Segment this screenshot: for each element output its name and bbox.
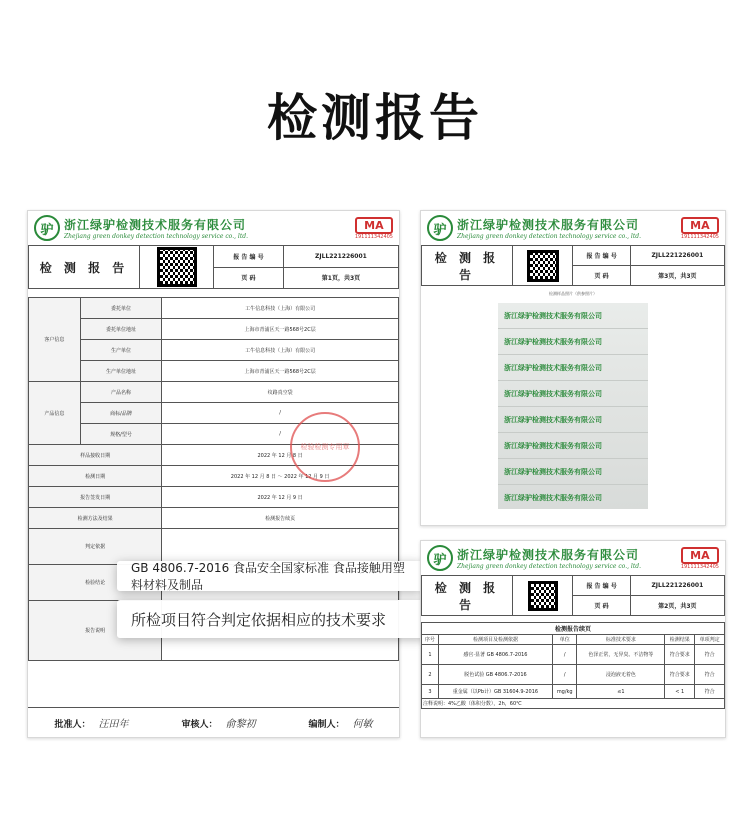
report-page-2: 驴 浙江绿驴检测技术服务有限公司 Zhejiang green donkey detection technology service co., ltd. MA 191111342405 检 测 报 告 报 告 编 号 ZJLL221226001 页 码 第2页，共3页 检测报告续页 序号 检测项目及检测依据 单位 标准技术要求 检测结果 单项判定 1 感官·显著 GB 4806.7-2016 / 色泽正常，无异臭、不洁物等 符合要求 符合 2 脱色试验 GB 4806.7-2016 / 浸泡液无着色 符合要求 符合 3 重金属（以Pb计）GB 31604.9-2016 mg/kg ≤1 < 1 符合 注释说明：4%乙酸（体积分数），2h，60℃ (420, 540, 726, 738)
report-number: ZJLL221226001 (283, 246, 398, 268)
conclusion-callout: 所检项目符合判定依据相应的技术要求 (117, 600, 427, 638)
table-row: 2 脱色试验 GB 4806.7-2016 / 浸泡液无着色 符合要求 符合 (422, 665, 725, 685)
ma-mark: MA 191111342405 (680, 548, 719, 570)
qr-code-icon (157, 247, 197, 287)
qr-code-icon (527, 250, 559, 282)
report-title: 检 测 报 告 (29, 246, 140, 289)
page-label: 页 码 (214, 267, 284, 289)
page-title: 检测报告 (267, 89, 483, 147)
sample-photo: 浙江绿驴检测技术服务有限公司 浙江绿驴检测技术服务有限公司 浙江绿驴检测技术服务有限公司 浙江绿驴检测技术服务有限公司 浙江绿驴检测技术服务有限公司 浙江绿驴检测技术服务有限公司 浙江绿驴检测技术服务有限公司 浙江绿驴检测技术服务有限公司 (498, 303, 648, 509)
company-header (28, 211, 399, 245)
company-name: 浙江绿驴检测技术服务有限公司 (64, 218, 247, 232)
report-number-label: 报 告 编 号 (214, 246, 284, 268)
company-logo-icon: 驴 (34, 215, 60, 241)
reviewer-signature: 俞黎初 (225, 719, 256, 730)
company-header: 驴 浙江绿驴检测技术服务有限公司 Zhejiang green donkey detection technology service co., ltd. MA 191111342405 (421, 211, 725, 245)
group-customer: 客户信息 (29, 298, 81, 382)
report-fields-table: 客户信息 委托单位 工牛信息科技（上海）有限公司 委托单位地址 上海市青浦区天一路568号2C层 生产单位 工牛信息科技（上海）有限公司 生产单位地址 上海市青浦区天一路568号2C层 产品信息 产品名称 纹路真空袋 商标/品牌 / 规格/型号 / 样品接收日期 2022 年 12 月 8 日 检测日期 2022 年 12 月 8 日 ～ 2022 年 12 月 9 日 报告签发日期 2022 年 12 月 9 日 检测方法及结果 检测报告续页 判定依据 检验结论 报告说明 (28, 297, 399, 661)
ma-mark: MA 191111342405 (354, 218, 393, 240)
company-name-en: Zhejiang green donkey detection technology service co., ltd. (64, 233, 248, 240)
ma-mark: MA 191111342405 (680, 218, 719, 240)
signature-row: 批准人： 汪田年 审核人： 俞黎初 编制人： 何敏 (28, 707, 399, 737)
basis-callout: GB 4806.7-2016 食品安全国家标准 食品接触用塑料材料及制品 (117, 561, 423, 591)
company-logo-icon: 驴 (427, 215, 453, 241)
qr-code-icon (528, 581, 558, 611)
results-note: 注释说明：4%乙酸（体积分数），2h，60℃ (422, 699, 725, 709)
company-header: 驴 浙江绿驴检测技术服务有限公司 Zhejiang green donkey detection technology service co., ltd. MA 191111342405 (421, 541, 725, 575)
photo-caption: 检测样品照片（供参照片） (549, 291, 597, 296)
approver-signature: 汪田年 (98, 719, 129, 730)
report-header-table (28, 245, 399, 289)
report-page-3: 驴 浙江绿驴检测技术服务有限公司 Zhejiang green donkey detection technology service co., ltd. MA 191111342405 检 测 报 告 报 告 编 号 ZJLL221226001 页 码 第3页，共3页 检测样品照片（供参照片） 浙江绿驴检测技术服务有限公司 浙江绿驴检测技术服务有限公司 浙江绿驴检测技术服务有限公司 浙江绿驴检测技术服务有限公司 浙江绿驴检测技术服务有限公司 浙江绿驴检测技术服务有限公司 浙江绿驴检测技术服务有限公司 浙江绿驴检测技术服务有限公司 (420, 210, 726, 526)
group-product: 产品信息 (29, 382, 81, 445)
table-row: 1 感官·显著 GB 4806.7-2016 / 色泽正常，无异臭、不洁物等 符合要求 符合 (422, 645, 725, 665)
page-number: 第1页，共3页 (283, 267, 398, 289)
table-row: 3 重金属（以Pb计）GB 31604.9-2016 mg/kg ≤1 < 1 符合 (422, 685, 725, 699)
results-table: 检测报告续页 序号 检测项目及检测依据 单位 标准技术要求 检测结果 单项判定 1 感官·显著 GB 4806.7-2016 / 色泽正常，无异臭、不洁物等 符合要求 符合 2 脱色试验 GB 4806.7-2016 / 浸泡液无着色 符合要求 符合 3 重金属（以Pb计）GB 31604.9-2016 mg/kg ≤1 < 1 符合 注释说明：4%乙酸（体积分数），2h，60℃ (421, 622, 725, 709)
editor-signature: 何敏 (352, 719, 373, 730)
company-logo-icon: 驴 (427, 545, 453, 571)
official-stamp: 检验检测专用章 (290, 412, 360, 482)
